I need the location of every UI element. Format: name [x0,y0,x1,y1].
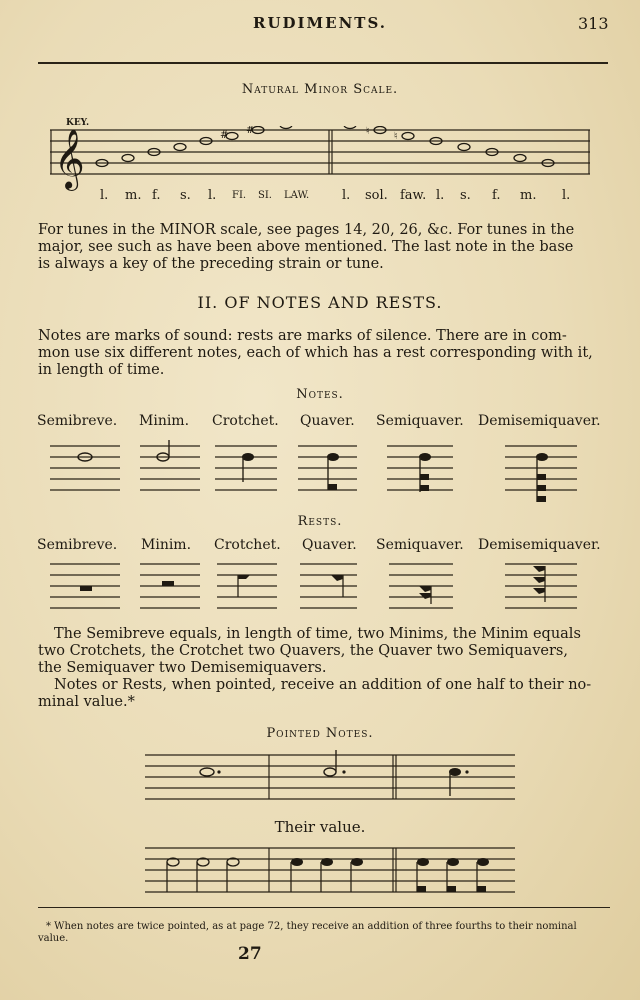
syllable: LAW. [284,190,310,201]
rest-semiquaver [389,564,453,608]
minor-scale-staff [50,126,595,196]
syllable: l. [100,188,109,203]
svg-text:♮: ♮ [394,131,398,142]
rests-staves [45,560,590,615]
note-label: Quaver. [300,413,355,429]
note-label: Demisemiquaver. [478,413,601,429]
staff-semiquaver [387,446,453,492]
note-label: Crotchet. [212,413,279,429]
rest-quaver [300,564,357,608]
svg-text:#: # [246,126,255,136]
note-label: Minim. [139,413,190,429]
text-line: in length of time. [38,362,165,378]
rest-label: Crotchet. [214,537,281,553]
scale-notes [96,126,554,167]
text-line: two Crotchets, the Crotchet two Quavers, the Quaver two Semiquavers, [38,643,568,659]
svg-text:#: # [220,130,229,141]
text-line: mon use six different notes, each of which has a rest corresponding with it, [38,345,593,361]
note-label: Semibreve. [37,413,118,429]
syllable: m. [125,188,142,203]
staff-minim [140,440,200,490]
paragraph-minor-scale [38,222,613,273]
syllable: l. [342,188,351,203]
syllable: s. [180,188,191,203]
syllable: l. [436,188,445,203]
note-label: Semiquaver. [376,413,464,429]
section-heading: II. OF NOTES AND RESTS. [197,293,443,312]
rest-crotchet [217,564,277,608]
staff-demisemiquaver [505,446,577,502]
footnote-rule [38,907,610,908]
syllable: faw. [400,188,427,203]
pointed-notes-staff [145,750,520,810]
text-line: Notes or Rests, when pointed, receive an addition of one half to their no- [54,677,592,693]
paragraph-values [38,626,616,711]
notes-title: Notes. [296,387,344,402]
rest-label: Semibreve. [37,537,118,553]
text-line: value. [38,933,69,944]
footnote [38,921,613,945]
text-line: minal value.* [38,694,135,710]
rest-minim [140,564,200,608]
rest-semibreve [50,564,120,608]
header-rule [38,62,608,64]
rest-label: Demisemiquaver. [478,537,601,553]
text-line: the Semiquaver two Demisemiquavers. [38,660,327,676]
staff-crotchet [215,446,277,490]
staff-quaver [298,446,357,490]
running-header: RUDIMENTS. [252,14,387,32]
syllable: f. [152,188,161,203]
syllable: FI. [232,190,247,201]
notes-staves [45,440,590,510]
text-line: For tunes in the MINOR scale, see pages 14, 20, 26, &c. For tunes in the [38,222,575,238]
paragraph-notes-rests [38,328,616,379]
pointed-notes-title: Pointed Notes. [266,726,374,741]
syllable: SI. [258,190,272,201]
rests-title: Rests. [297,514,343,529]
text-line: major, see such as have been above mentioned. The last note in the base [38,239,574,255]
syllable: l. [562,188,571,203]
their-value-title: Their value. [274,818,366,836]
rest-label: Quaver. [302,537,357,553]
their-value-staff [145,838,520,898]
text-line: is always a key of the preceding strain or tune. [38,256,384,272]
rest-label: Semiquaver. [376,537,464,553]
text-line: Notes are marks of sound: rests are marks of silence. There are in com- [38,328,567,344]
key-label: KEY. [66,118,90,128]
syllable: l. [208,188,217,203]
signature-mark: 27 [238,944,262,964]
rest-demisemiquaver [505,564,577,608]
scale-syllables [100,188,590,204]
svg-text:♮: ♮ [366,126,370,137]
treble-clef-icon: 𝄞 [54,129,85,189]
syllable: m. [520,188,537,203]
text-line: The Semibreve equals, in length of time, two Minims, the Minim equals [54,626,581,642]
page-number: 313 [578,14,609,33]
syllable: f. [492,188,501,203]
syllable: sol. [365,188,388,203]
text-line: * When notes are twice pointed, as at page 72, they receive an addition of three fourths to their nominal [46,921,577,932]
staff-semibreve [50,446,120,490]
syllable: s. [460,188,471,203]
rest-label: Minim. [141,537,192,553]
minor-scale-title: Natural Minor Scale. [241,82,399,97]
